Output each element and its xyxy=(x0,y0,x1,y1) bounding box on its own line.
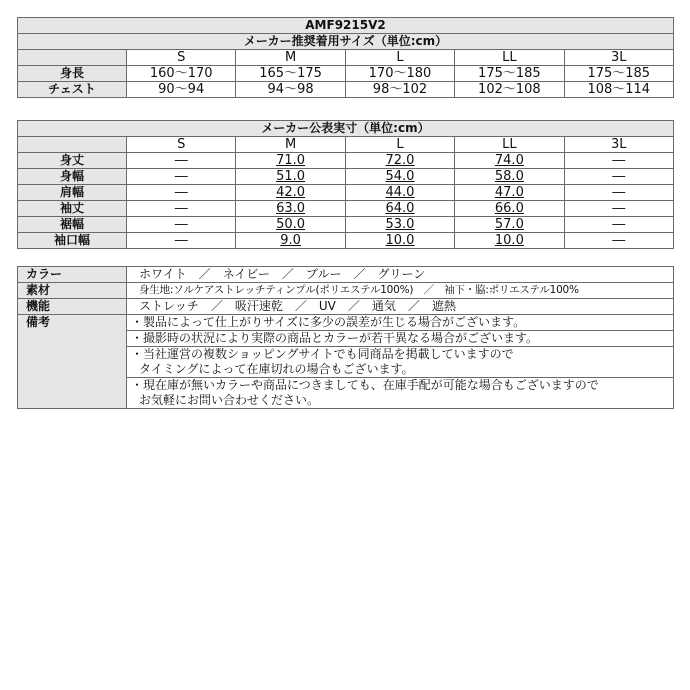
cell: ― xyxy=(127,233,236,249)
cell: 175～185 xyxy=(564,66,673,82)
row-label: 備考 xyxy=(18,315,127,409)
cell: 54.0 xyxy=(345,169,454,185)
cell: ― xyxy=(127,153,236,169)
recommended-size-table xyxy=(17,17,674,98)
cell: 9.0 xyxy=(236,233,345,249)
cell: 10.0 xyxy=(345,233,454,249)
cell: 98～102 xyxy=(345,82,454,98)
cell: 63.0 xyxy=(236,201,345,217)
product-code: AMF9215V2 xyxy=(18,18,674,34)
cell: ― xyxy=(127,217,236,233)
cell: 50.0 xyxy=(236,217,345,233)
row-label: チェスト xyxy=(18,82,127,98)
size-label: S xyxy=(127,50,236,66)
cell: 64.0 xyxy=(345,201,454,217)
table-row xyxy=(18,201,674,217)
cell: 160～170 xyxy=(127,66,236,82)
row-label: 肩幅 xyxy=(18,185,127,201)
cell: 90～94 xyxy=(127,82,236,98)
size-label: L xyxy=(345,137,454,153)
table-row xyxy=(18,66,674,82)
cell: 175～185 xyxy=(455,66,564,82)
size-label: S xyxy=(127,137,236,153)
cell: 102～108 xyxy=(455,82,564,98)
cell: 42.0 xyxy=(236,185,345,201)
function-value: ストレッチ ／ 吸汗速乾 ／ UV ／ 通気 ／ 遮熱 xyxy=(127,299,674,315)
size-label: M xyxy=(236,50,345,66)
cell: 51.0 xyxy=(236,169,345,185)
color-row xyxy=(18,267,674,283)
cell: 47.0 xyxy=(455,185,564,201)
size-label: LL xyxy=(455,137,564,153)
material-value: 身生地:ソルケアストレッチティンプル(ポリエステル100%) ／ 袖下・脇:ポリエステル100% xyxy=(127,283,674,299)
note-line: ・当社運営の複数ショッピングサイトでも同商品を掲載していますので xyxy=(127,347,674,363)
cell: 58.0 xyxy=(455,169,564,185)
cell: 94～98 xyxy=(236,82,345,98)
cell: 44.0 xyxy=(345,185,454,201)
cell: 53.0 xyxy=(345,217,454,233)
cell: 74.0 xyxy=(455,153,564,169)
table-row xyxy=(18,185,674,201)
cell: ― xyxy=(564,233,673,249)
cell: ― xyxy=(564,153,673,169)
corner-cell xyxy=(18,137,127,153)
row-label: 身長 xyxy=(18,66,127,82)
size-header-row xyxy=(18,50,674,66)
function-row xyxy=(18,299,674,315)
cell: 10.0 xyxy=(455,233,564,249)
measured-title: メーカー公表実寸（単位:cm） xyxy=(18,121,674,137)
cell: 72.0 xyxy=(345,153,454,169)
corner-cell xyxy=(18,50,127,66)
notes-row xyxy=(18,315,674,331)
table-row xyxy=(18,153,674,169)
cell: ― xyxy=(564,185,673,201)
product-details-table xyxy=(17,266,674,409)
cell: ― xyxy=(564,217,673,233)
cell: ― xyxy=(564,169,673,185)
row-label: 機能 xyxy=(18,299,127,315)
table-row xyxy=(18,233,674,249)
cell: 57.0 xyxy=(455,217,564,233)
row-label: 身丈 xyxy=(18,153,127,169)
cell: ― xyxy=(564,201,673,217)
size-label: L xyxy=(345,50,454,66)
size-label: M xyxy=(236,137,345,153)
size-header-row xyxy=(18,137,674,153)
cell: ― xyxy=(127,201,236,217)
row-label: 素材 xyxy=(18,283,127,299)
note-line: お気軽にお問い合わせください。 xyxy=(127,393,674,409)
note-line: タイミングによって在庫切れの場合もございます。 xyxy=(127,362,674,378)
table-row xyxy=(18,169,674,185)
cell: ― xyxy=(127,185,236,201)
recommended-title: メーカー推奨着用サイズ（単位:cm） xyxy=(18,34,674,50)
color-value: ホワイト ／ ネイビー ／ ブルー ／ グリーン xyxy=(127,267,674,283)
size-label: LL xyxy=(455,50,564,66)
cell: 165～175 xyxy=(236,66,345,82)
size-label: 3L xyxy=(564,137,673,153)
cell: ― xyxy=(127,169,236,185)
row-label: 袖口幅 xyxy=(18,233,127,249)
row-label: 身幅 xyxy=(18,169,127,185)
material-row xyxy=(18,283,674,299)
cell: 170～180 xyxy=(345,66,454,82)
note-line: ・製品によって仕上がりサイズに多少の誤差が生じる場合がございます。 xyxy=(127,315,674,331)
cell: 71.0 xyxy=(236,153,345,169)
cell: 66.0 xyxy=(455,201,564,217)
note-line: ・撮影時の状況により実際の商品とカラーが若干異なる場合がございます。 xyxy=(127,331,674,347)
row-label: 裾幅 xyxy=(18,217,127,233)
cell: 108～114 xyxy=(564,82,673,98)
measured-size-table xyxy=(17,120,674,249)
note-line: ・現在庫が無いカラーや商品につきましても、在庫手配が可能な場合もございますので xyxy=(127,378,674,394)
table-row xyxy=(18,82,674,98)
table-row xyxy=(18,217,674,233)
row-label: 袖丈 xyxy=(18,201,127,217)
size-label: 3L xyxy=(564,50,673,66)
row-label: カラー xyxy=(18,267,127,283)
